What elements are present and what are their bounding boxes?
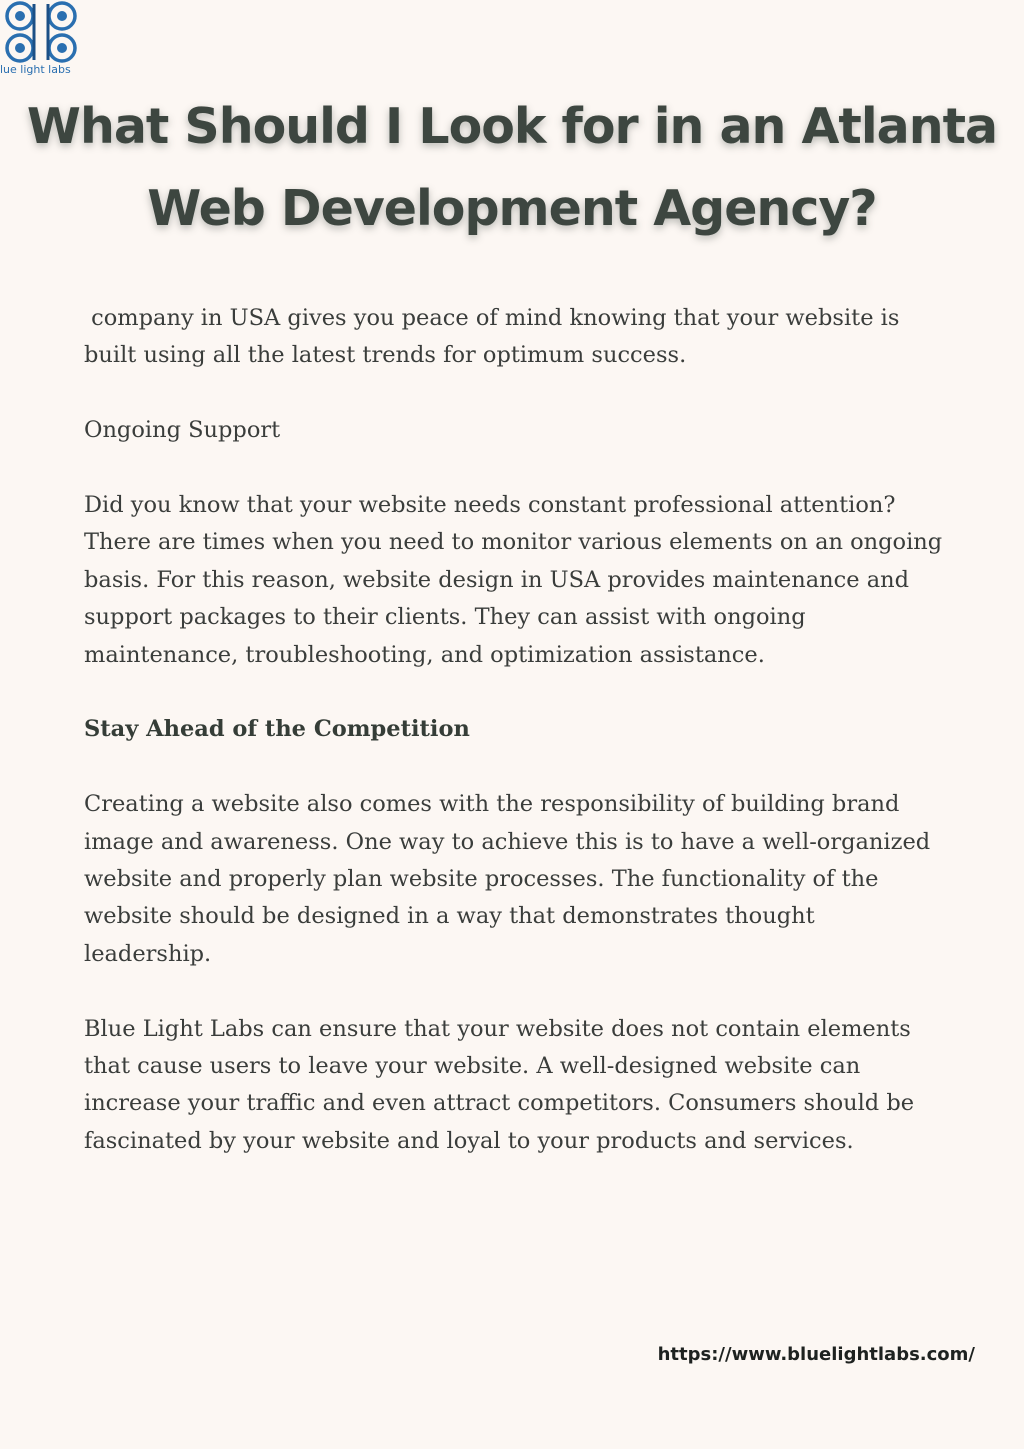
title-line-2: Web Development Agency?: [147, 180, 877, 237]
article-body: [84, 300, 944, 1198]
section-heading-competition: Stay Ahead of the Competition: [84, 716, 470, 743]
logo-mark-icon: [2, 0, 80, 66]
closing-paragraph: Blue Light Labs can ensure that your website does not contain elements that cause users to leave your website. A well-designed website can increase your traffic and even attract competitors. Consumers should be fascinated by your website and loyal to your products and services.: [84, 1015, 915, 1154]
logo-wordmark: lue light labs: [0, 63, 71, 76]
intro-paragraph: company in USA gives you peace of mind knowing that your website is built using all the latest trends for optimum success.: [84, 305, 907, 369]
title-line-1: What Should I Look for in an Atlanta: [26, 98, 998, 155]
competition-paragraph: Creating a website also comes with the responsibility of building brand image and awareness. One way to achieve this is to have a well-organized website and properly plan website processes. The functionality of the website should be designed in a way that demonstrates thought leadership.: [84, 791, 931, 967]
brand-logo: [0, 0, 86, 80]
footer-url-link[interactable]: https://www.bluelightlabs.com/: [657, 1344, 975, 1365]
section-heading-ongoing-support: Ongoing Support: [84, 417, 281, 444]
support-paragraph: Did you know that your website needs constant professional attention? There are times when you need to monitor various elements on an ongoing basis. For this reason, website design in USA provides maintenance and support packages to their clients. They can assist with ongoing maintenance, troubleshooting, and optimization assistance.: [84, 492, 943, 668]
page-title: [20, 86, 1004, 250]
